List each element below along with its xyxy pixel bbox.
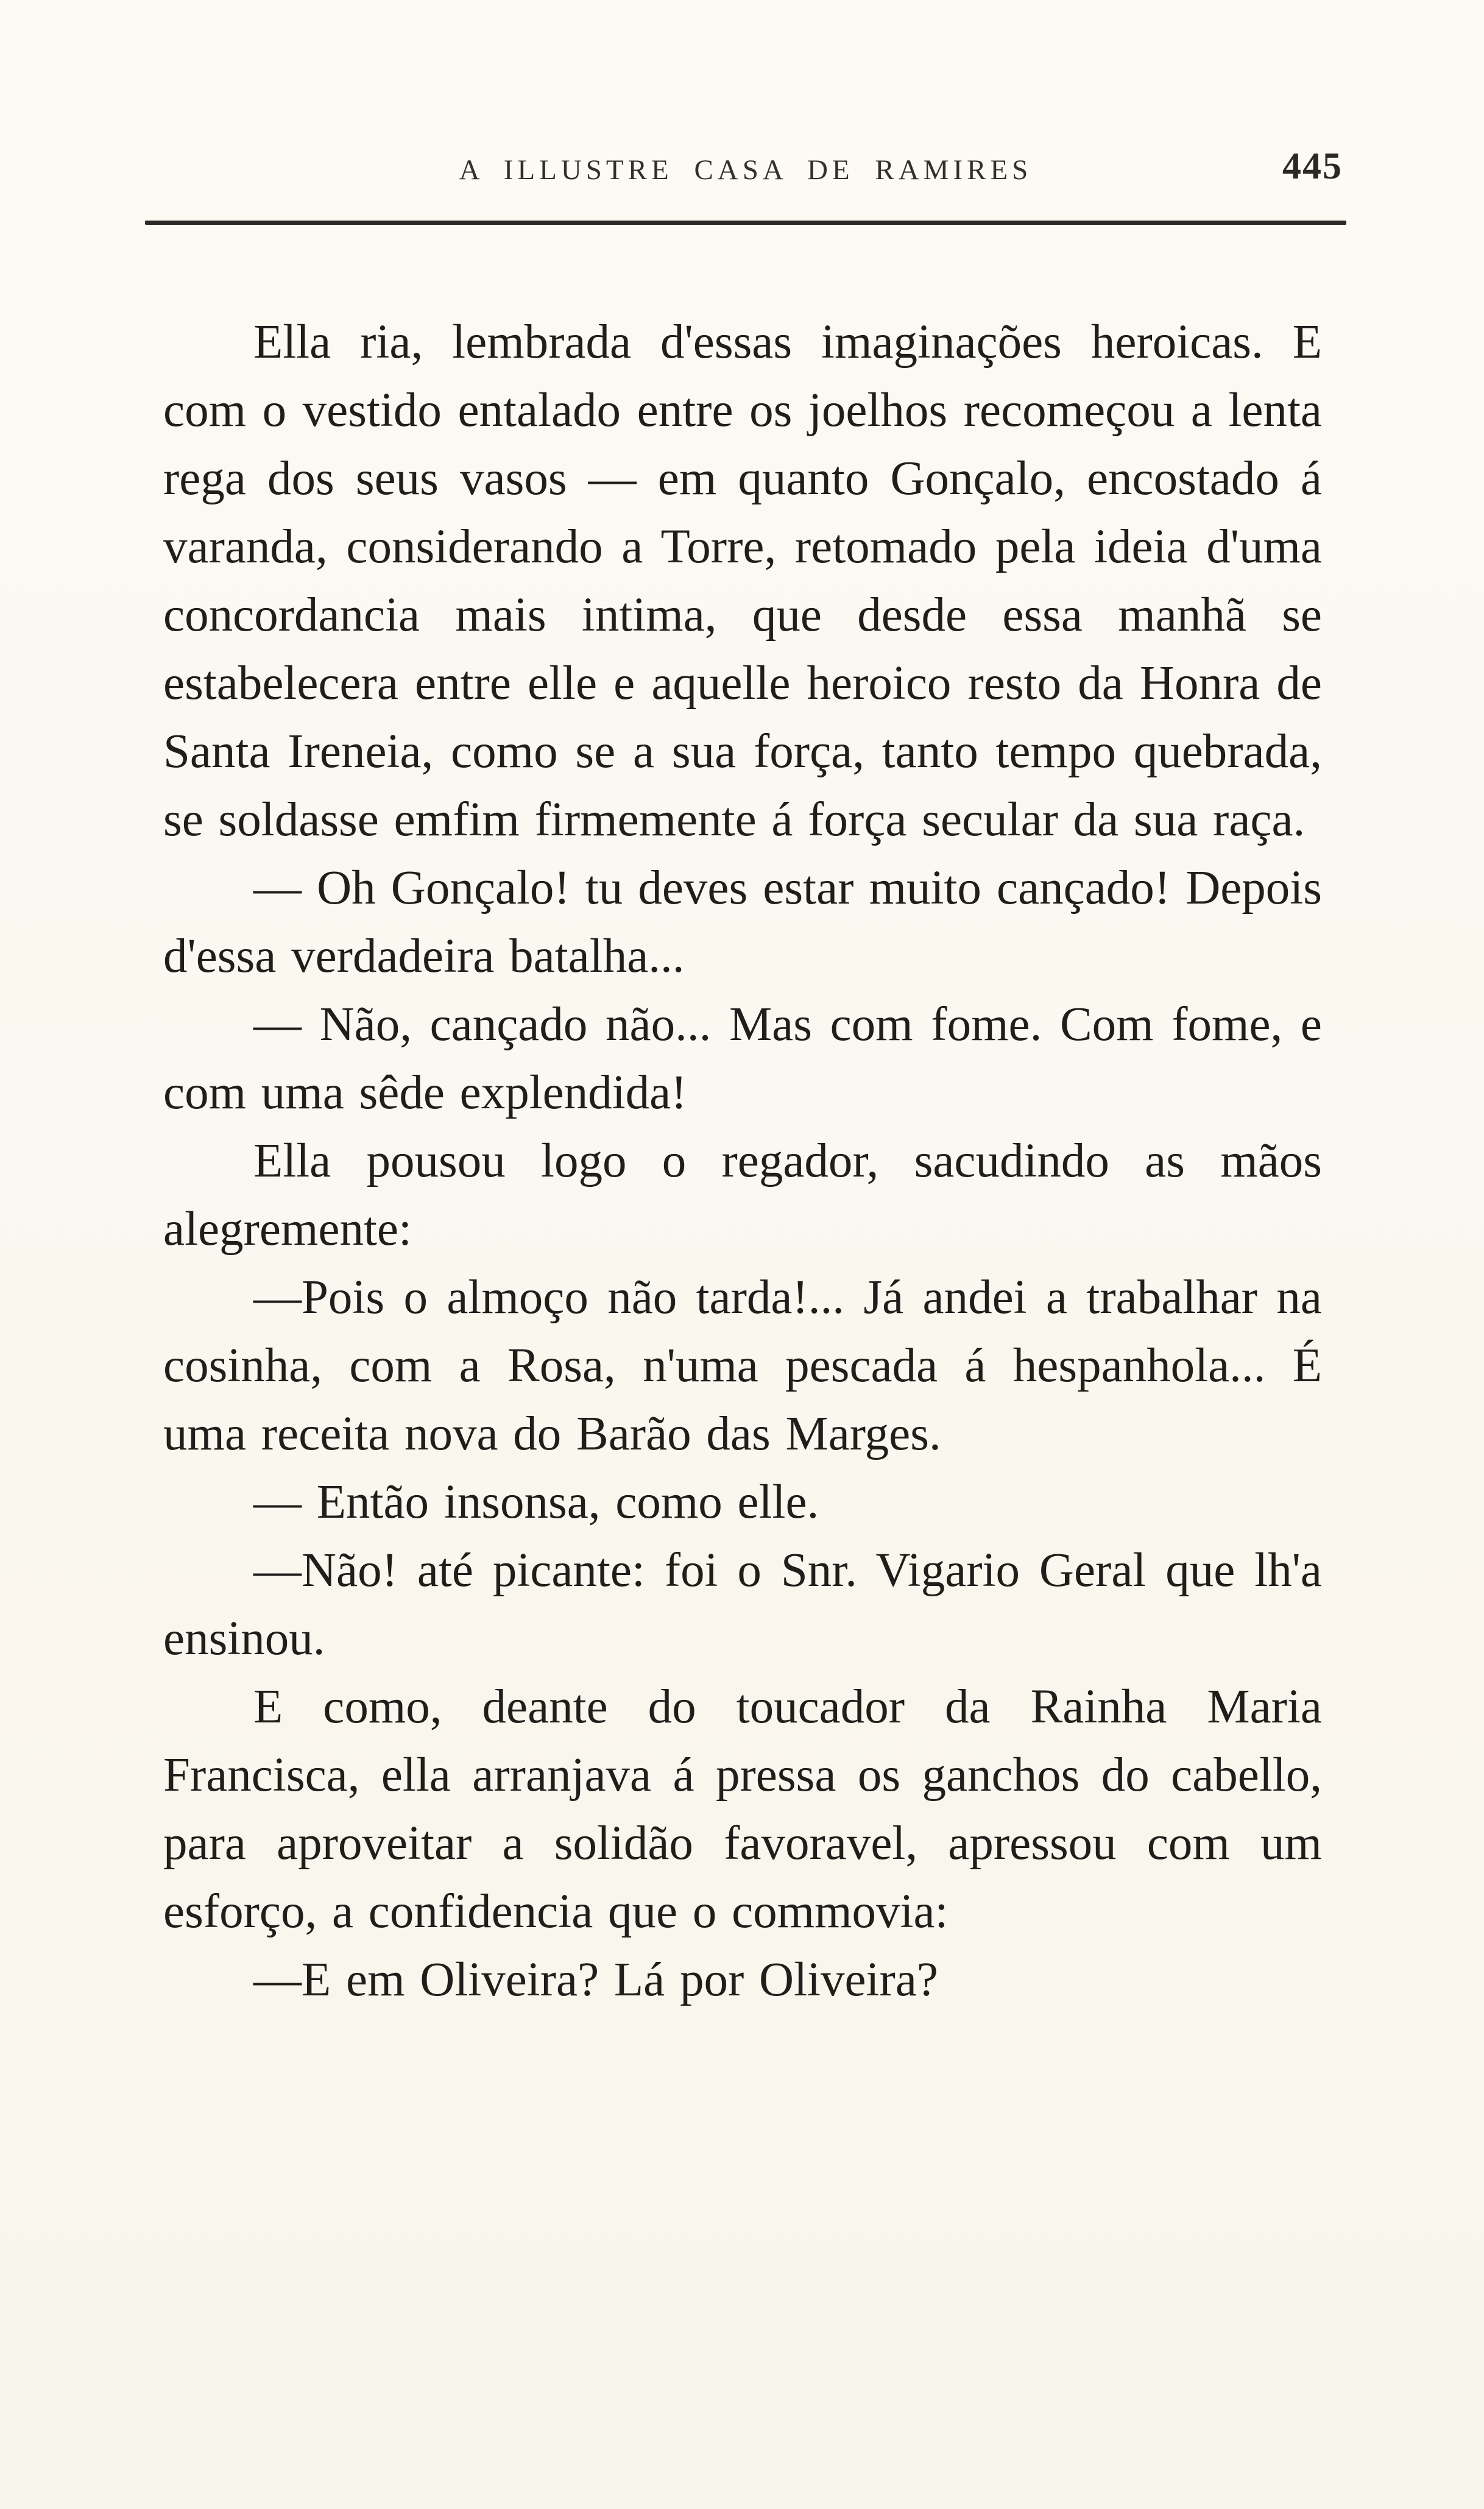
paragraph: —Não! até picante: foi o Snr. Vigario Geral que lh'a ensinou. xyxy=(163,1544,1322,1665)
body-text xyxy=(163,308,1322,2014)
page-number: 445 xyxy=(1282,146,1343,187)
paragraph: — Oh Gonçalo! tu deves estar muito cançado! Depois d'essa verdadeira batalha... xyxy=(163,862,1322,983)
paragraph: Ella ria, lembrada d'essas imaginações heroicas. E com o vestido entalado entre os joelhos recomeçou a lenta rega dos seus vasos — em quanto Gonçalo, encostado á varanda, considerando a Torre, retomado pela ideia d'uma concordancia mais intima, que desde essa manhã se estabelecera entre elle e aquelle heroico resto da Honra de Santa Ireneia, como se a sua força, tanto tempo quebrada, se soldasse emfim firmemente á força secular da sua raça. xyxy=(163,316,1322,846)
paragraph: Ella pousou logo o regador, sacudindo as mãos alegremente: xyxy=(163,1134,1322,1256)
header-rule xyxy=(145,221,1346,225)
paragraph: E como, deante do toucador da Rainha Maria Francisca, ella arranjava á pressa os ganchos do cabello, para aproveitar a solidão favoravel, apressou com um esforço, a confidencia que o commovia: xyxy=(163,1680,1322,1938)
page-header xyxy=(146,145,1345,200)
paragraph: — Não, cançado não... Mas com fome. Com fome, e com uma sêde explendida! xyxy=(163,998,1322,1119)
paragraph: — Então insonsa, como elle. xyxy=(253,1476,819,1529)
running-head-title: A ILLUSTRE CASA DE RAMIRES xyxy=(459,154,1033,186)
paragraph: —E em Oliveira? Lá por Oliveira? xyxy=(253,1953,938,2006)
paragraph: —Pois o almoço não tarda!... Já andei a trabalhar na cosinha, com a Rosa, n'uma pescada á hespanhola... É uma receita nova do Barão das Marges. xyxy=(163,1271,1322,1460)
